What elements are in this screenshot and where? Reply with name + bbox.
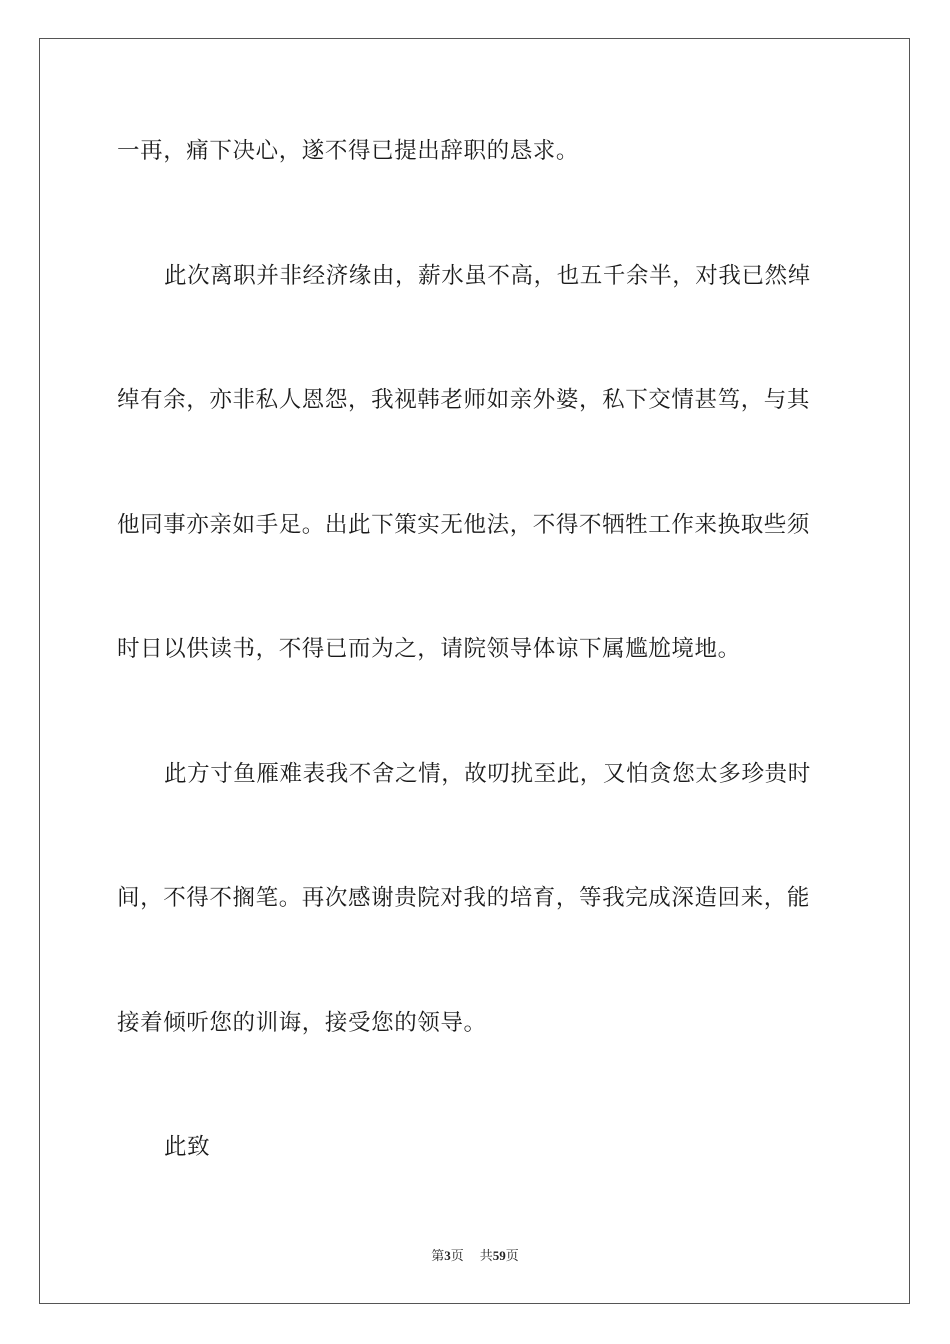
page-prefix: 第 — [431, 1248, 445, 1263]
page-suffix: 页 — [450, 1248, 464, 1263]
text-line: 间，不得不搁笔。再次感谢贵院对我的培育，等我完成深造回来，能 — [117, 885, 811, 911]
text-line: 一再，痛下决心，遂不得已提出辞职的恳求。 — [117, 138, 580, 164]
text-line: 此方寸鱼雁难表我不舍之情，故叨扰至此，又怕贪您太多珍贵时 — [164, 761, 811, 787]
total-pages: 59 — [492, 1248, 506, 1263]
total-suffix: 页 — [505, 1248, 519, 1263]
total-pages-indicator — [480, 1247, 519, 1265]
text-line: 他同事亦亲如手足。出此下策实无他法，不得不牺牲工作来换取些须 — [117, 512, 811, 538]
text-line: 绰有余，亦非私人恩怨，我视韩老师如亲外婆，私下交情甚笃，与其 — [117, 387, 811, 413]
total-prefix: 共 — [479, 1248, 493, 1263]
closing-salutation: 此致 — [164, 1134, 211, 1160]
page-number: 3 — [444, 1248, 451, 1263]
text-line: 接着倾听您的训诲，接受您的领导。 — [117, 1010, 487, 1036]
text-line: 此次离职并非经济缘由，薪水虽不高，也五千余半，对我已然绰 — [164, 263, 811, 289]
page-border — [39, 38, 910, 1304]
text-line: 时日以供读书，不得已而为之，请院领导体谅下属尴尬境地。 — [117, 636, 741, 662]
page-indicator — [431, 1247, 464, 1265]
page-footer — [0, 1247, 950, 1265]
